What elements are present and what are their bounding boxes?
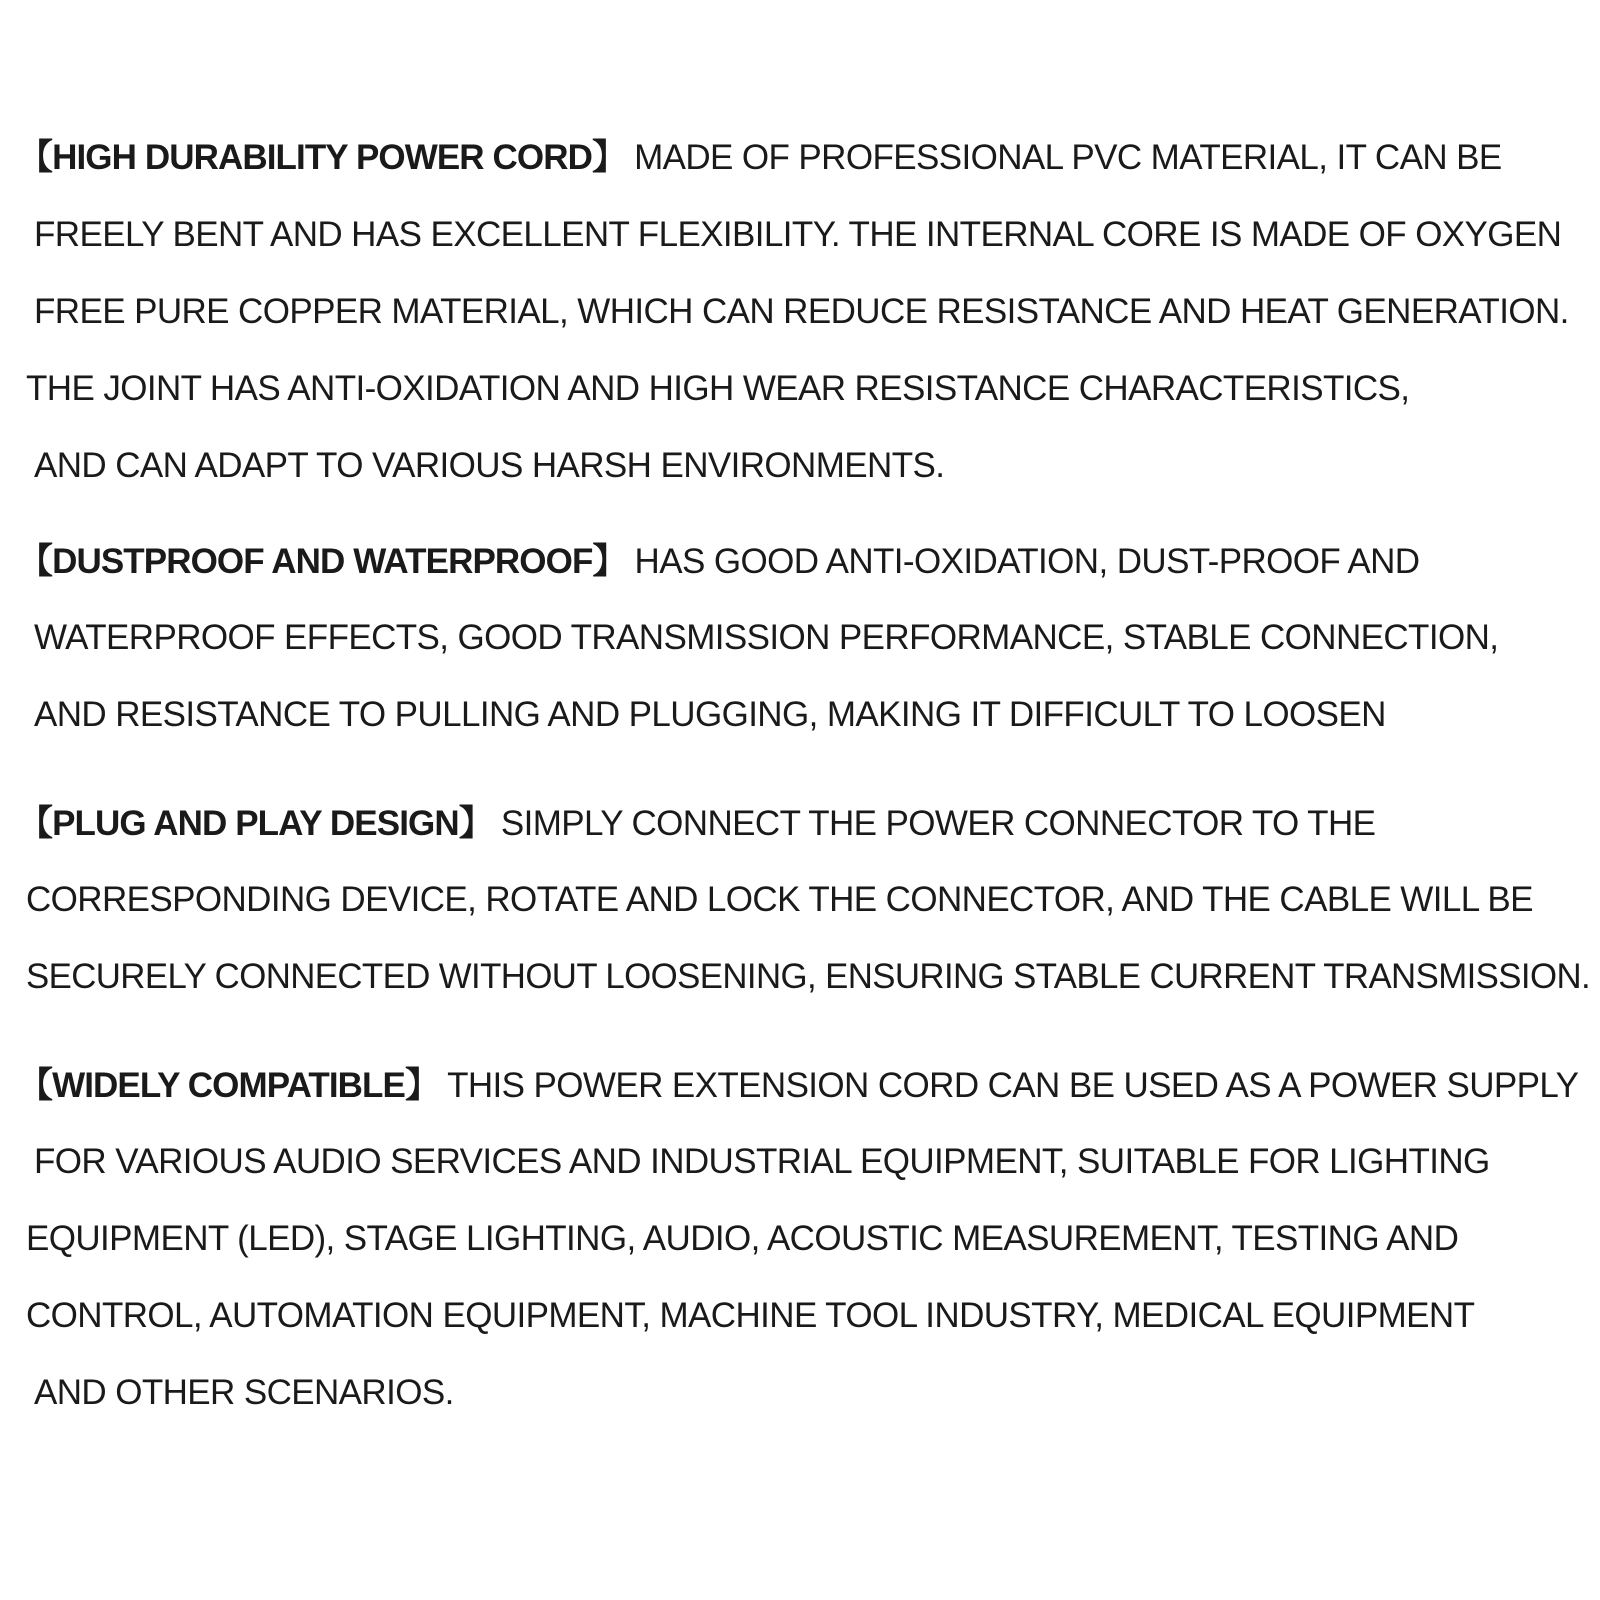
section-4-line-1 — [18, 1064, 1578, 1108]
section-heading: 【PLUG AND PLAY DESIGN】 — [18, 804, 493, 843]
section-2-line-2: WATERPROOF EFFECTS, GOOD TRANSMISSION PERFORMANCE, STABLE CONNECTION, — [34, 618, 1499, 657]
section-heading: 【DUSTPROOF AND WATERPROOF】 — [18, 542, 627, 581]
section-text: MADE OF PROFESSIONAL PVC MATERIAL, IT CAN BE — [634, 138, 1502, 177]
section-3-line-3: SECURELY CONNECTED WITHOUT LOOSENING, ENSURING STABLE CURRENT TRANSMISSION. — [26, 957, 1591, 996]
section-2-line-1 — [18, 540, 1419, 584]
section-4-line-3: EQUIPMENT (LED), STAGE LIGHTING, AUDIO, ACOUSTIC MEASUREMENT, TESTING AND — [26, 1219, 1459, 1258]
section-heading: 【HIGH DURABILITY POWER CORD】 — [18, 138, 627, 177]
section-4-line-4: CONTROL, AUTOMATION EQUIPMENT, MACHINE TOOL INDUSTRY, MEDICAL EQUIPMENT — [26, 1296, 1475, 1335]
section-text: SIMPLY CONNECT THE POWER CONNECTOR TO THE — [500, 804, 1376, 843]
section-text: THIS POWER EXTENSION CORD CAN BE USED AS A POWER SUPPLY — [447, 1066, 1579, 1105]
section-1-line-3: FREE PURE COPPER MATERIAL, WHICH CAN REDUCE RESISTANCE AND HEAT GENERATION. — [34, 292, 1569, 331]
section-1-line-5: AND CAN ADAPT TO VARIOUS HARSH ENVIRONMENTS. — [34, 446, 945, 485]
section-3-line-1 — [18, 802, 1375, 846]
section-text: HAS GOOD ANTI-OXIDATION, DUST-PROOF AND — [634, 542, 1420, 581]
section-4-line-2: FOR VARIOUS AUDIO SERVICES AND INDUSTRIAL EQUIPMENT, SUITABLE FOR LIGHTING — [34, 1142, 1490, 1181]
section-1-line-4: THE JOINT HAS ANTI-OXIDATION AND HIGH WEAR RESISTANCE CHARACTERISTICS, — [26, 369, 1410, 408]
section-heading: 【WIDELY COMPATIBLE】 — [18, 1066, 440, 1105]
section-4-line-5: AND OTHER SCENARIOS. — [34, 1373, 454, 1412]
section-3-line-2: CORRESPONDING DEVICE, ROTATE AND LOCK THE CONNECTOR, AND THE CABLE WILL BE — [26, 880, 1533, 919]
section-2-line-3: AND RESISTANCE TO PULLING AND PLUGGING, MAKING IT DIFFICULT TO LOOSEN — [34, 695, 1386, 734]
section-1-line-2: FREELY BENT AND HAS EXCELLENT FLEXIBILITY. THE INTERNAL CORE IS MADE OF OXYGEN — [34, 215, 1562, 254]
section-1-line-1 — [18, 136, 1502, 180]
